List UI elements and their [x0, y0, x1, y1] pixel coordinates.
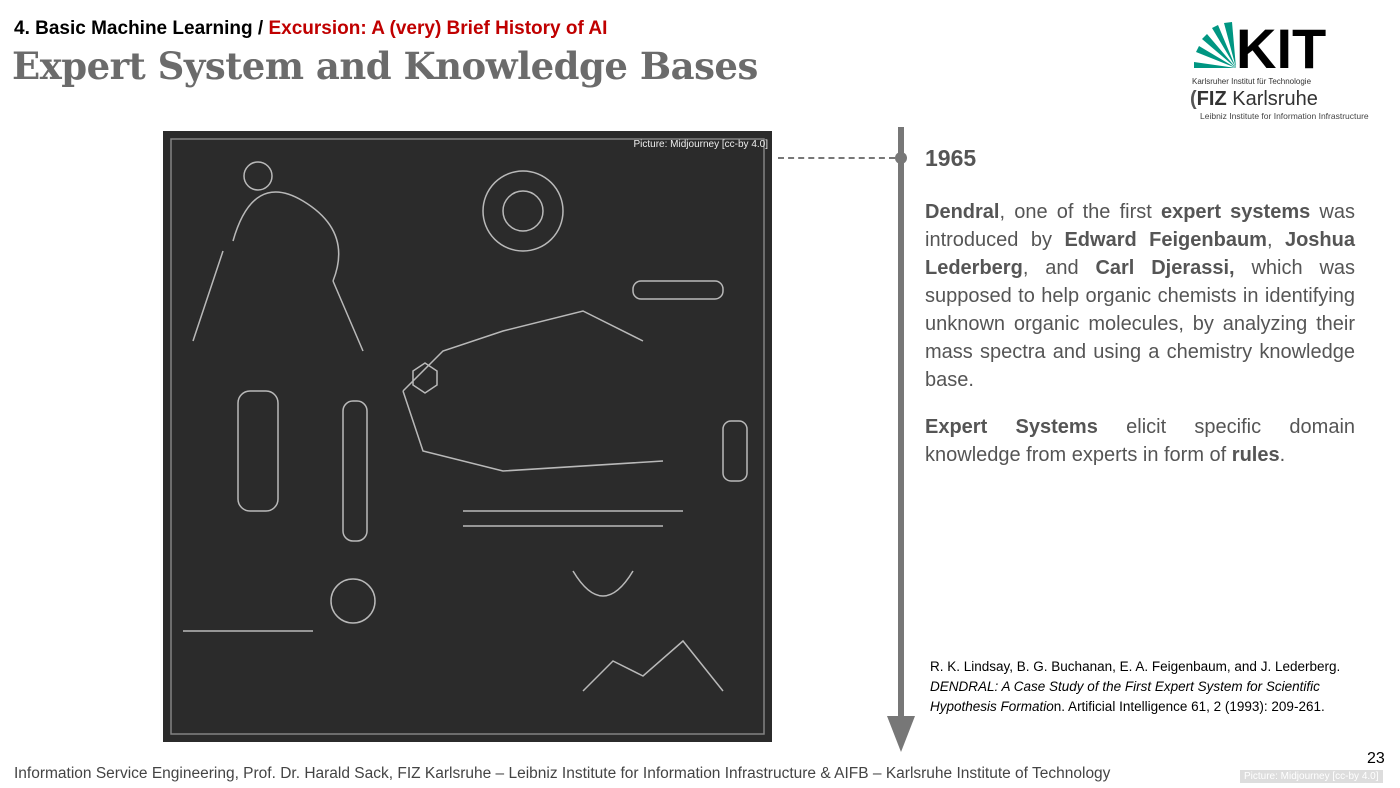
paragraph-expert-systems [925, 413, 1355, 469]
text-run: , one of the first [999, 201, 1161, 223]
reference-title: DENDRAL: A Case Study of the First Expert System for Scientific Hypothesis Formatio [930, 679, 1320, 714]
reference-authors: R. K. Lindsay, B. G. Buchanan, E. A. Feigenbaum, and J. Lederberg. [930, 659, 1341, 674]
breadcrumb [14, 18, 607, 40]
timeline-line [898, 127, 904, 727]
page-number: 23 [1367, 750, 1385, 767]
kit-logo [1192, 22, 1332, 86]
svg-text:KIT: KIT [1236, 22, 1327, 70]
kit-fan-icon [1192, 22, 1327, 70]
bold-term: expert systems [1160, 201, 1311, 223]
fiz-subtitle: Leibniz Institute for Information Infrastructure [1200, 111, 1369, 121]
text-run: elicit specific domain knowledge from experts in form of [925, 416, 1356, 466]
bold-term: Expert Systems [925, 416, 1098, 438]
image-credit: Picture: Midjourney [cc-by 4.0] [633, 139, 768, 150]
timeline-year: 1965 [925, 145, 977, 171]
timeline-arrow-icon [887, 716, 915, 752]
fiz-logo [1190, 88, 1369, 121]
timeline-dot [895, 152, 907, 164]
fiz-name: Karlsruhe [1226, 88, 1318, 110]
bold-term: rules [1231, 444, 1280, 466]
bold-term: Dendral [925, 201, 1000, 223]
text-run: , [1266, 229, 1285, 251]
footer-text: Information Service Engineering, Prof. Dr. Harald Sack, FIZ Karlsruhe – Leibniz Institute for Information Infrastructure & AIFB – Karlsruhe Institute of Technology [14, 765, 1111, 782]
subsection-label: Excursion: A (very) Brief History of AI [268, 18, 608, 39]
fiz-c-icon: ( [1190, 88, 1197, 110]
page-title: Expert System and Knowledge Bases [12, 44, 758, 88]
section-label: 4. Basic Machine Learning / [14, 18, 269, 39]
text-run: which was supposed to help organic chemists in identifying unknown organic molecules, by analyzing their mass spectra and using a chemistry knowledge base. [925, 257, 1356, 391]
reference [930, 657, 1370, 717]
reference-source: n. Artificial Intelligence 61, 2 (1993): 209-261. [1053, 699, 1325, 714]
fiz-bold: FIZ [1196, 88, 1227, 110]
bold-term: Edward Feigenbaum [1064, 229, 1267, 251]
text-run: was introduced by [925, 201, 1355, 251]
text-run: . [1279, 444, 1286, 466]
text-run: , and [1022, 257, 1096, 279]
kit-subtitle: Karlsruher Institut für Technologie [1192, 77, 1312, 86]
content-text [925, 198, 1355, 488]
bold-term: Carl Djerassi, [1095, 257, 1235, 279]
paragraph-dendral [925, 198, 1355, 394]
midjourney-lab-image [163, 131, 772, 742]
connector-dashed-line [778, 157, 895, 159]
bold-term: Joshua Lederberg [925, 229, 1355, 279]
footer-image-credit: Picture: Midjourney [cc-by 4.0] [1240, 770, 1383, 783]
